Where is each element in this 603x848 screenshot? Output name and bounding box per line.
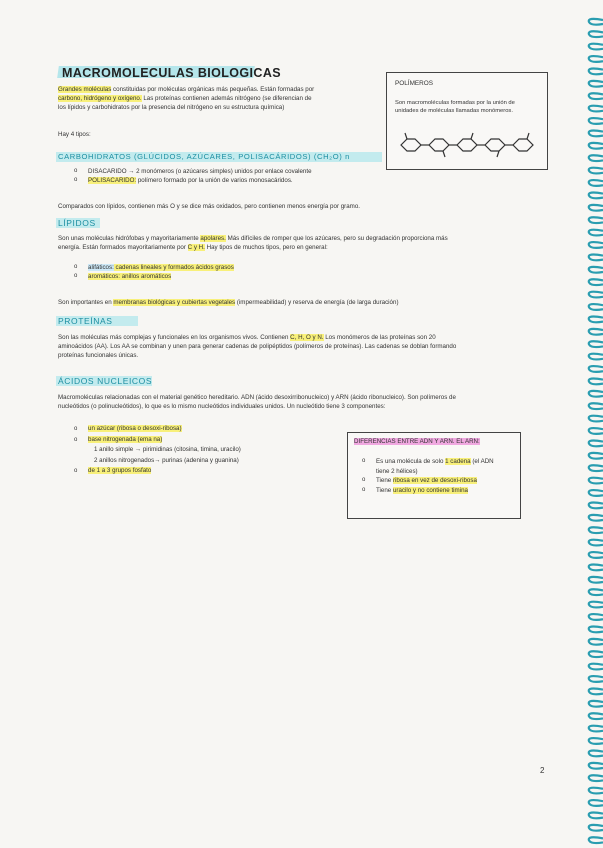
list-item [70, 466, 310, 477]
aliphatic-text: cadenas lineales y formados ácidos grasos [113, 264, 234, 271]
spiral-coil [589, 540, 603, 546]
spiral-coil [589, 329, 603, 335]
spiral-coil [589, 478, 603, 484]
nucleotide-components-list [70, 424, 310, 477]
spiral-coil [589, 279, 603, 285]
spiral-coil [589, 44, 603, 50]
spiral-coil [589, 354, 603, 360]
spiral-coil [589, 713, 603, 719]
spiral-coil [589, 292, 603, 298]
nucleic-text-1: Macromoléculas relacionadas con el material genético hereditario. ADN (ácido desoxirribonucleico) y ARN (ácido ribonucleico). Son polímeros de [58, 394, 456, 401]
diff-1-highlight: 1 cadena [445, 458, 471, 465]
spiral-coil [589, 812, 603, 818]
spiral-coil [589, 304, 603, 310]
spiral-coil [589, 428, 603, 434]
spiral-coil [589, 837, 603, 843]
spiral-coil [589, 254, 603, 260]
list-item [70, 167, 370, 176]
spiral-coil [589, 205, 603, 211]
polymers-text [395, 99, 515, 115]
diff-2a: Tiene [376, 477, 393, 484]
spiral-coil [589, 453, 603, 459]
spiral-coil [589, 168, 603, 174]
spiral-coil [589, 230, 603, 236]
spiral-coil [589, 626, 603, 632]
spiral-coil [589, 602, 603, 608]
spiral-coil [589, 701, 603, 707]
carbohydrates-note: Comparados con lípidos, contienen más O y se dice más oxidados, pero contienen menos energía por gramo. [58, 203, 360, 210]
spiral-coil [589, 106, 603, 112]
rna-differences-box [347, 432, 521, 519]
spiral-coil [589, 589, 603, 595]
spiral-coil [589, 750, 603, 756]
spiral-coil [589, 775, 603, 781]
spiral-coil [589, 502, 603, 508]
spiral-coil [589, 155, 603, 161]
lipids-ch-highlight: C y H. [187, 244, 205, 251]
lipids-note-b: (impermeabilidad) y reserva de energía (de larga duración) [235, 299, 399, 306]
differences-heading-text: DIFERENCIAS ENTRE ADN Y ARN. EL ARN: [354, 438, 480, 445]
diff-1a: Es una molécula de solo [376, 458, 446, 465]
diff-1c: tiene 2 hélices) [376, 467, 418, 475]
base-item: base nitrogenada (ema na) [88, 435, 163, 443]
lipids-list [70, 263, 370, 281]
lipids-note-highlight: membranas biológicas y cubiertas vegetales [113, 299, 236, 306]
spiral-coil [589, 378, 603, 384]
page-title: MACROMOLECULAS BIOLOGICAS [62, 66, 282, 80]
diff-2-highlight: ribosa en vez de desoxi-ribosa [392, 477, 477, 484]
nucleic-heading: ÁCIDOS NUCLEICOS [58, 376, 153, 386]
spiral-coil [589, 416, 603, 422]
spiral-coil [589, 577, 603, 583]
polymer-chain-drawing [397, 129, 537, 161]
spiral-coil [589, 242, 603, 248]
list-item [70, 263, 370, 272]
pyrimidine-item: 1 anillo simple → pirimidinas (citosina, timina, uracilo) [94, 446, 241, 453]
intro-highlight-2: carbono, hidrógeno y oxígeno. [58, 95, 142, 102]
spiral-coil [589, 81, 603, 87]
spiral-coil [589, 564, 603, 570]
intro-line-3: los lípidos y carbohidratos por la presencia del nitrógeno en su estructura química) [58, 104, 285, 111]
spiral-coil [589, 825, 603, 831]
list-item [70, 424, 310, 435]
spiral-coil [589, 93, 603, 99]
spiral-coil [589, 726, 603, 732]
nucleic-paragraph [58, 393, 558, 411]
spiral-coil [589, 515, 603, 521]
list-item [70, 272, 370, 281]
spiral-coil [589, 639, 603, 645]
spiral-coil [589, 403, 603, 409]
polymers-box [386, 72, 548, 170]
spiral-coil [589, 788, 603, 794]
proteins-text-1a: Son las moléculas más complejas y funcionales en los organismos vivos. Contienen [58, 334, 291, 341]
spiral-coil [589, 56, 603, 62]
list-item [358, 486, 518, 496]
polymers-text-2: unidades de moléculas llamadas monómeros. [395, 108, 513, 114]
spiral-coil [589, 118, 603, 124]
spiral-coil [589, 19, 603, 25]
spiral-coil [589, 143, 603, 149]
spiral-coil [589, 341, 603, 347]
spiral-coil [589, 676, 603, 682]
proteins-text-3: proteínas funcionales únicas. [58, 352, 139, 359]
lipids-text-1a: Son unas moléculas hidrófobas y mayoritariamente [58, 235, 201, 242]
carbohydrates-heading: CARBOHIDRATOS (GLÚCIDOS, AZÚCARES, POLISACÁRIDOS) (CH₂O) n [58, 152, 350, 161]
proteins-chon-highlight: C, H, O y N. [290, 334, 324, 341]
lipids-text-2a: energía. Están formados mayoritariamente por [58, 244, 188, 251]
differences-list [358, 457, 518, 495]
proteins-text-1b: Los monómeros de las proteínas son 20 [323, 334, 436, 341]
lipids-apolar-highlight: apolares. [200, 235, 226, 242]
base-subitems [88, 445, 310, 466]
intro-paragraph [58, 85, 378, 112]
intro-highlight-1: Grandes moléculas [58, 86, 112, 93]
spiral-coil [589, 68, 603, 74]
phosphate-item: de 1 a 3 grupos fosfato [88, 467, 152, 474]
spiral-coil [589, 192, 603, 198]
diff-3a: Tiene [376, 486, 393, 494]
lipids-text-1b: Más difíciles de romper que los azúcares, pero su degradación proporciona más [225, 235, 448, 242]
spiral-binding [581, 0, 603, 848]
spiral-coil [589, 800, 603, 806]
spiral-coil [589, 738, 603, 744]
spiral-coil [589, 527, 603, 533]
spiral-coil [589, 490, 603, 496]
polysaccharide-text: polímero formado por la unión de varios monosacáridos. [136, 177, 293, 184]
spiral-coil [589, 614, 603, 620]
spiral-coil [589, 217, 603, 223]
types-count: Hay 4 tipos: [58, 131, 91, 138]
spiral-coil [589, 651, 603, 657]
spiral-coil [589, 31, 603, 37]
intro-text-2: Las proteínas contienen además nitrógeno (se diferencian de [141, 95, 312, 102]
diff-1b: (el ADN [470, 458, 494, 465]
spiral-coil [589, 552, 603, 558]
proteins-heading: PROTEÍNAS [58, 316, 113, 326]
lipids-text-2b: Hay tipos de muchos tipos, pero en general: [204, 244, 328, 251]
spiral-coil [589, 391, 603, 397]
list-item [358, 457, 518, 476]
spiral-coil [589, 664, 603, 670]
purine-item: 2 anillos nitrogenados→ purinas (adenina y guanina) [94, 456, 239, 464]
proteins-paragraph [58, 333, 558, 360]
list-item [70, 176, 370, 185]
carbohydrates-list [70, 167, 370, 185]
disaccharide-item: DISACARIDO → 2 monómeros (o azúcares simples) unidos por enlace covalente [88, 168, 312, 175]
lipids-note [58, 298, 558, 307]
differences-heading [354, 437, 480, 446]
polymers-heading: POLÍMEROS [395, 80, 433, 87]
list-item [70, 435, 310, 467]
spiral-coil [589, 366, 603, 372]
aromatic-item: aromáticos: anillos aromáticos [88, 273, 172, 280]
lipids-paragraph [58, 234, 558, 252]
spiral-coil [589, 267, 603, 273]
proteins-text-2: aminoácidos (AA). Los AA se combinan y unen para generar cadenas de polipéptidos (polímeros de proteínas). Las cadenas se doblan formando [58, 343, 457, 350]
lipids-heading: LÍPIDOS [58, 218, 96, 228]
intro-text-1: constituidas por moléculas orgánicas más pequeñas. Están formadas por [111, 86, 315, 93]
polysaccharide-label: POLISACARIDO: [88, 177, 137, 184]
spiral-coil [589, 130, 603, 136]
spiral-coil [589, 440, 603, 446]
nucleic-text-2: nucleótidos (o polinucleótidos), lo que es lo mismo nucleótidos individuales unidos. Un nucleótido tiene 3 componentes: [58, 403, 386, 410]
sugar-item: un azúcar (ribosa o desoxi-ribosa) [88, 425, 182, 432]
page-number: 2 [540, 766, 545, 775]
spiral-coil [589, 180, 603, 186]
spiral-coil [589, 316, 603, 322]
list-item [358, 476, 518, 486]
spiral-coil [589, 465, 603, 471]
polymers-text-1: Son macromoléculas formadas por la unión de [395, 100, 515, 106]
spiral-coil [589, 688, 603, 694]
diff-3-highlight: uracilo y no contiene timina [392, 486, 468, 494]
lipids-note-a: Son importantes en [58, 299, 114, 306]
spiral-coil [589, 763, 603, 769]
aliphatic-label: alifáticos: [88, 264, 114, 271]
